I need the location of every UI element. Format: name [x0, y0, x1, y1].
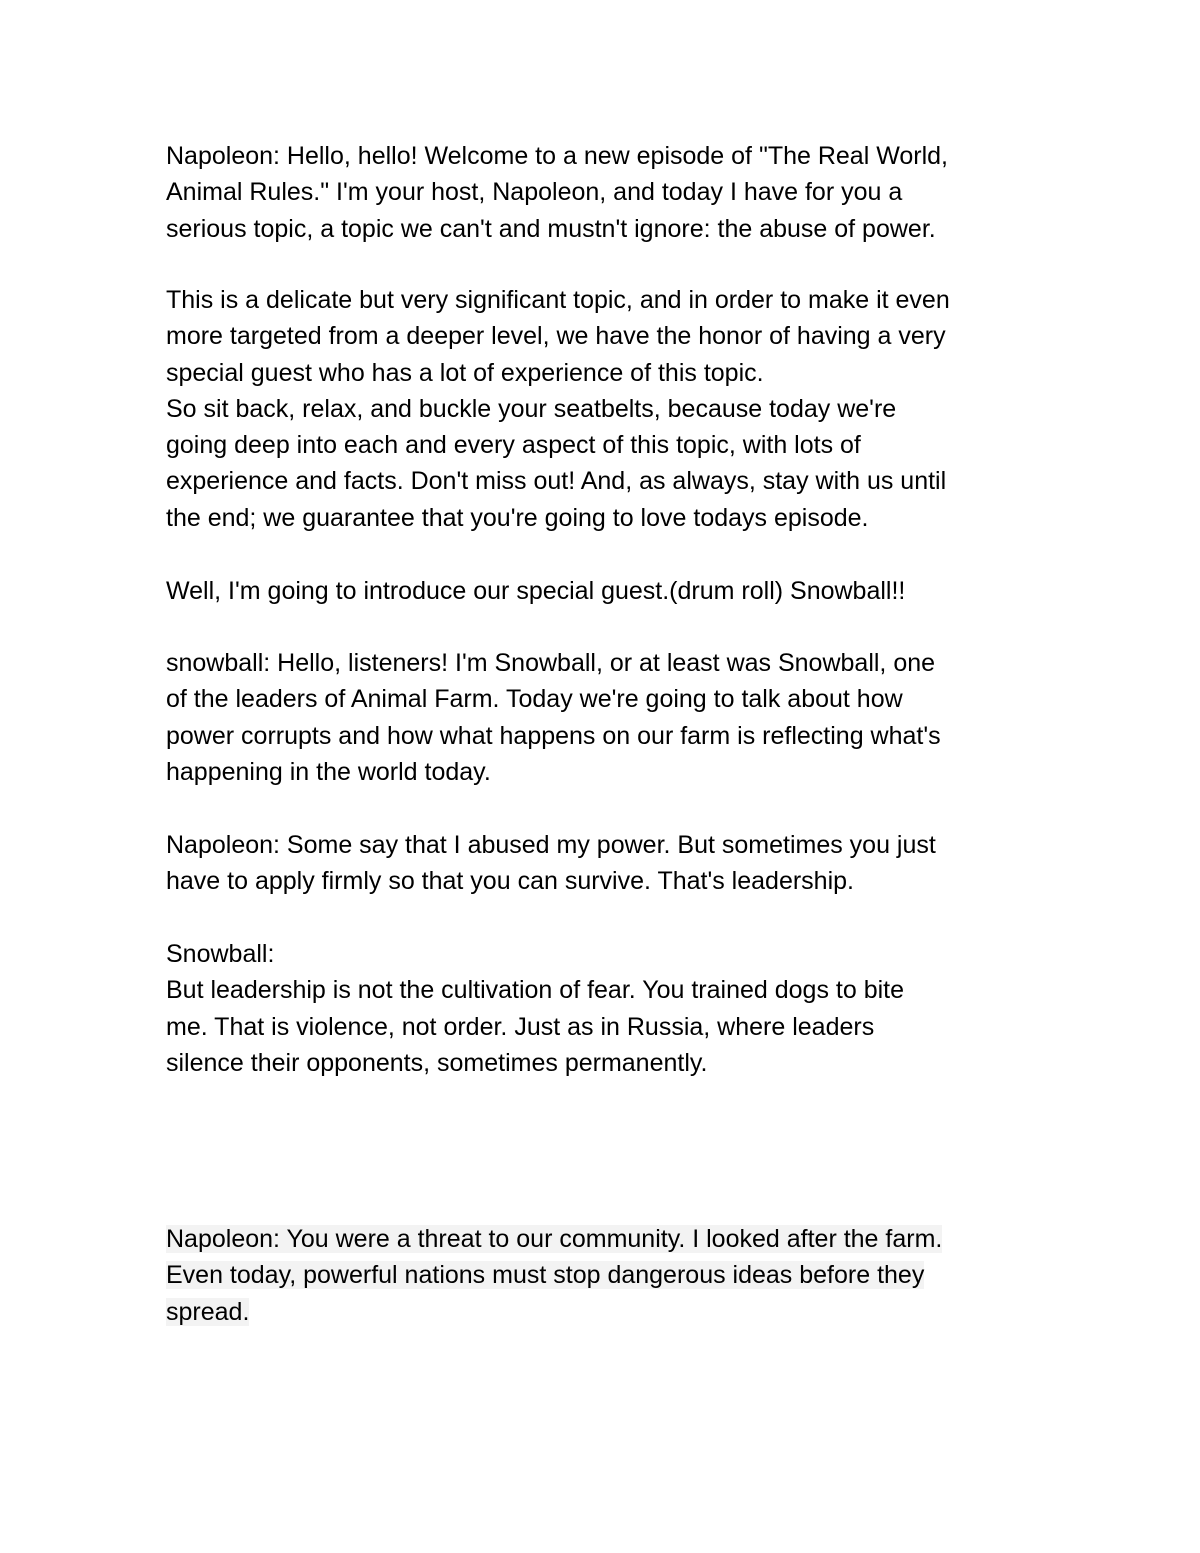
paragraph-napoleon-power: [166, 827, 1046, 900]
text-line: This is a delicate but very significant topic, and in order to make it even: [166, 286, 950, 314]
text-line: Animal Rules." I'm your host, Napoleon, and today I have for you a: [166, 178, 903, 207]
paragraph-topic: [166, 282, 1046, 536]
text-line: more targeted from a deeper level, we have the honor of having a very: [166, 322, 946, 351]
text-line: going deep into each and every aspect of this topic, with lots of: [166, 431, 861, 460]
text-line: silence their opponents, sometimes permanently.: [166, 1048, 708, 1077]
highlighted-text: Napoleon: You were a threat to our community. I looked after the farm.: [166, 1225, 943, 1253]
text-line: So sit back, relax, and buckle your seatbelts, because today we're: [166, 394, 897, 423]
paragraph-snowball-fear: [166, 936, 1046, 1081]
highlighted-line: [166, 1221, 1046, 1257]
text-line: Snowball:: [166, 940, 275, 968]
paragraph-intro: [166, 138, 1046, 247]
text-line: happening in the world today.: [166, 757, 491, 786]
text-line: of the leaders of Animal Farm. Today we're going to talk about how: [166, 685, 903, 714]
paragraph-snowball-hello: [166, 645, 1046, 790]
text-line: But leadership is not the cultivation of fear. You trained dogs to bite: [166, 976, 905, 1005]
highlighted-text: spread.: [166, 1297, 250, 1326]
highlighted-line: [166, 1257, 1046, 1293]
highlighted-text: Even today, powerful nations must stop dangerous ideas before they: [166, 1261, 925, 1290]
text-line: experience and facts. Don't miss out! And, as always, stay with us until: [166, 467, 947, 496]
highlighted-line: [166, 1294, 1046, 1330]
text-line: Napoleon: Some say that I abused my power. But sometimes you just: [166, 831, 936, 859]
text-line: snowball: Hello, listeners! I'm Snowball, or at least was Snowball, one: [166, 649, 936, 677]
text-line: serious topic, a topic we can't and mustn't ignore: the abuse of power.: [166, 214, 936, 243]
paragraph-napoleon-threat: [166, 1221, 1046, 1330]
text-line: power corrupts and how what happens on our farm is reflecting what's: [166, 721, 941, 750]
paragraph-guest-intro: [166, 573, 1046, 609]
text-line: me. That is violence, not order. Just as in Russia, where leaders: [166, 1012, 875, 1041]
text-line: have to apply firmly so that you can survive. That's leadership.: [166, 867, 854, 896]
text-line: Well, I'm going to introduce our special guest.(drum roll) Snowball!!: [166, 577, 906, 605]
text-line: Napoleon: Hello, hello! Welcome to a new episode of "The Real World,: [166, 142, 948, 170]
text-line: special guest who has a lot of experience of this topic.: [166, 358, 764, 387]
text-line: the end; we guarantee that you're going to love todays episode.: [166, 503, 869, 532]
